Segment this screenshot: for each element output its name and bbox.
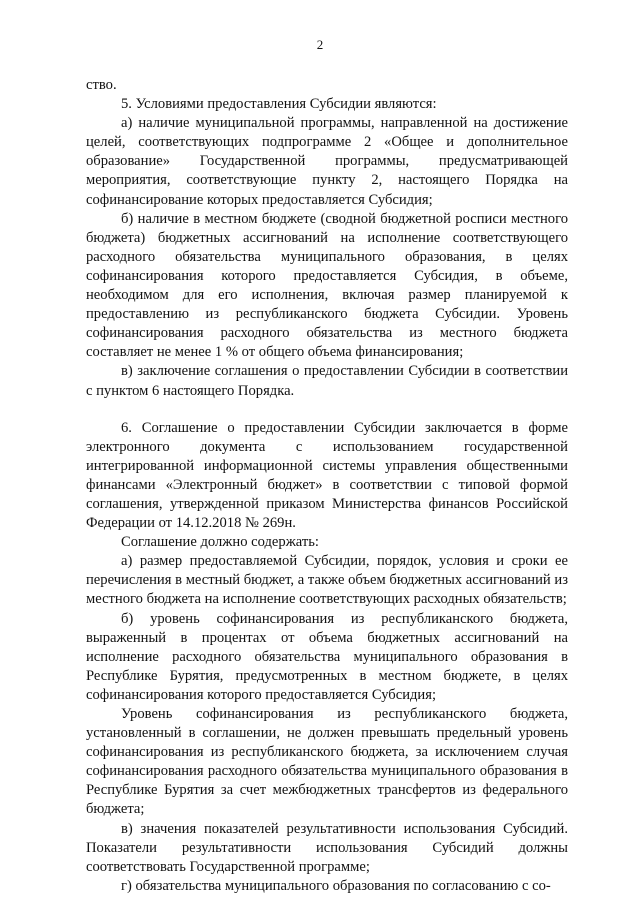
paragraph-agreement-g: г) обязательства муниципального образования по согласованию с со- xyxy=(121,877,551,894)
paragraph-condition-b: б) наличие в местном бюджете (сводной бюджетной росписи местного бюджета) бюджетных ассигнований на исполнение соответствующего расходного обязательства муниципального образования, в целях софинансирования которого предоставляется Субсидия, в объеме, необходимом для его исполнения, включая размер планируемой к предоставлению из республиканского бюджета Субсидии. Уровень софинансирования расходного обязательства из местного бюджета составляет не менее 1 % от общего объема финансирования; xyxy=(86,210,568,361)
paragraph-agreement-b: б) уровень софинансирования из республиканского бюджета, выраженный в процентах от объема бюджетных ассигнований на исполнение расходного обязательства муниципального образования в Республике Бурятия, предусмотренных в местном бюджете, в целях софинансирования которого предоставляется Субсидия; xyxy=(86,610,568,703)
paragraph-section-6: 6. Соглашение о предоставлении Субсидии заключается в форме электронного документа с использованием государственной интегрированной информационной системы управления общественными финансами «Электронный бюджет» в соответствии с типовой формой соглашения, утвержденной приказом Министерства финансов Российской Федерации от 14.12.2018 № 269н. xyxy=(86,419,568,532)
paragraph-condition-a: а) наличие муниципальной программы, направленной на достижение целей, соответствующих подпрограмме 2 «Общее и дополнительное образование» Государственной программы, предусматривающей мероприятия, соответствующие пункту 2, настоящего Порядка на софинансирование которых предоставляется Субсидия; xyxy=(86,115,568,208)
page-number: 2 xyxy=(316,37,324,52)
document-body xyxy=(86,76,568,896)
paragraph-condition-v: в) заключение соглашения о предоставлении Субсидии в соответствии с пунктом 6 настоящего Порядка. xyxy=(86,363,568,399)
paragraph-agreement-contents: Соглашение должно содержать: xyxy=(121,534,319,551)
paragraph-section-5-heading: 5. Условиями предоставления Субсидии являются: xyxy=(121,96,437,113)
paragraph-agreement-v: в) значения показателей результативности использования Субсидий. Показатели результативности использования Субсидий должны соответствовать Государственной программе; xyxy=(86,820,568,875)
paragraph-agreement-a: а) размер предоставляемой Субсидии, порядок, условия и сроки ее перечисления в местный бюджет, а также объем бюджетных ассигнований из местного бюджета на исполнение соответствующих расходных обязательств; xyxy=(86,553,568,608)
paragraph-continuation: ство. xyxy=(86,77,117,93)
paragraph-cofinancing-level: Уровень софинансирования из республиканского бюджета, установленный в соглашении, не должен превышать предельный уровень софинансирования из республиканского бюджета, за исключением случая софинансирования расходного обязательства муниципального образования в Республике Бурятия за счет межбюджетных трансфертов из федерального бюджета; xyxy=(86,706,568,818)
